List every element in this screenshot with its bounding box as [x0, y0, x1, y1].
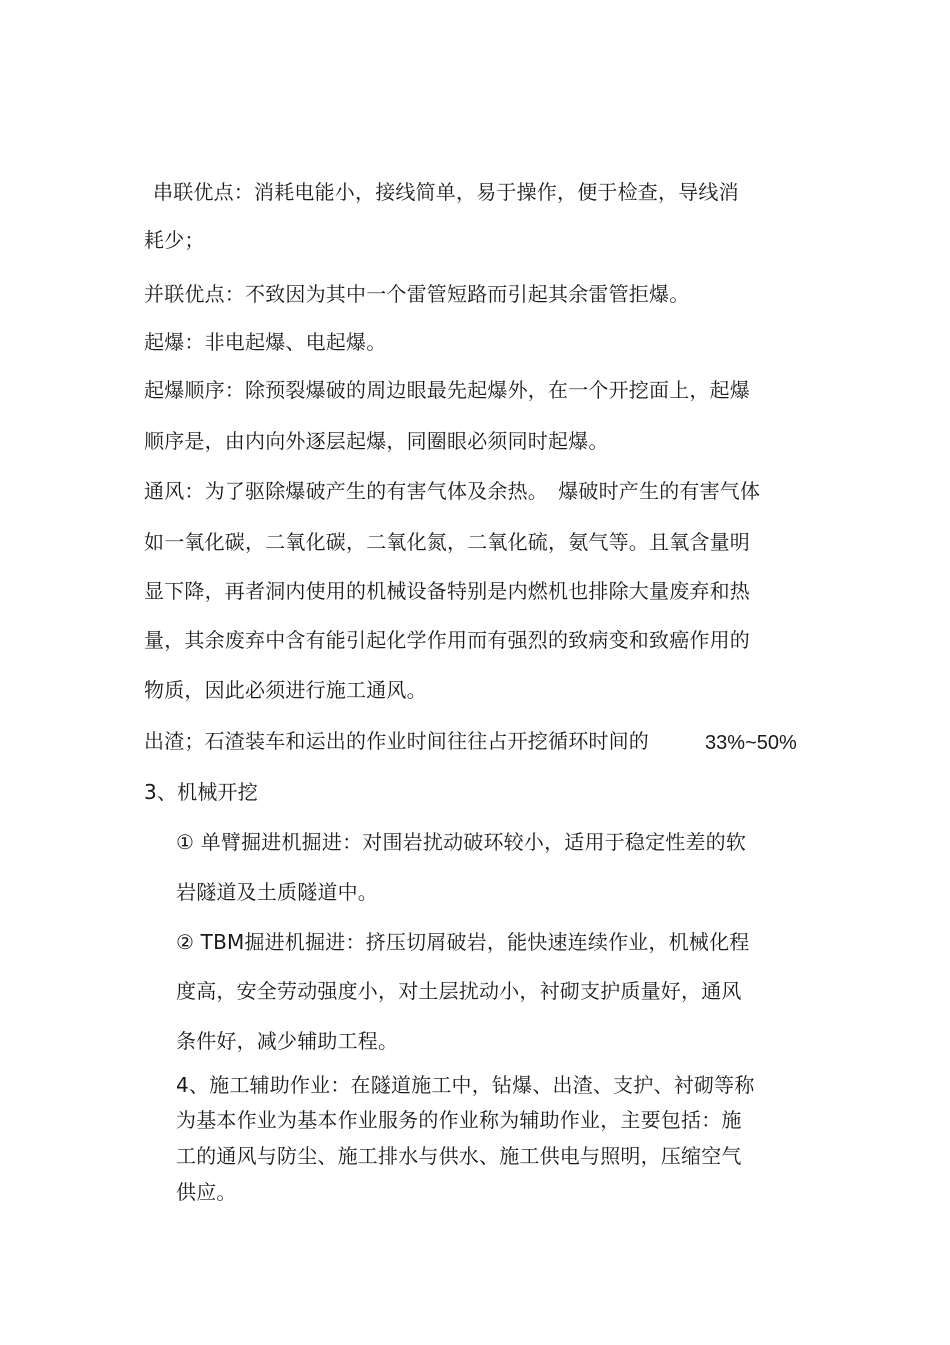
- section-4-line-4: 供应。: [176, 1180, 237, 1204]
- ventilation-line-5: 物质，因此必须进行施工通风。: [144, 678, 427, 702]
- item-1-line-2: 岩隧道及土质隧道中。: [176, 880, 378, 904]
- mucking-text: 出渣；石渣装车和运出的作业时间往往占开挖循环时间的: [144, 729, 649, 753]
- detonation-order-line-2: 顺序是，由内向外逐层起爆，同圈眼必须同时起爆。: [144, 429, 609, 453]
- parallel-advantages: 并联优点：不致因为其中一个雷管短路而引起其余雷管拒爆。: [144, 282, 690, 306]
- detonation-order-line-1: 起爆顺序：除预裂爆破的周边眼最先起爆外，在一个开挖面上，起爆: [144, 378, 750, 402]
- section-4-line-3: 工的通风与防尘、施工排水与供水、施工供电与照明，压缩空气: [176, 1144, 742, 1168]
- series-advantages-line-1: 串联优点：消耗电能小，接线简单，易于操作，便于检查，导线消: [153, 180, 739, 204]
- ventilation-line-1: 通风：为了驱除爆破产生的有害气体及余热。 爆破时产生的有害气体: [144, 479, 761, 503]
- item-2-line-1: ② TBM掘进机掘进：挤压切屑破岩，能快速连续作业，机械化程: [176, 930, 750, 954]
- section-3-heading: 3、机械开挖: [144, 780, 258, 804]
- item-2-line-3: 条件好，减少辅助工程。: [176, 1029, 399, 1053]
- section-4-line-1: 4、施工辅助作业：在隧道施工中，钻爆、出渣、支护、衬砌等称: [176, 1073, 755, 1097]
- series-advantages-line-2: 耗少；: [144, 228, 205, 252]
- ventilation-line-4: 量，其余废弃中含有能引起化学作用而有强烈的致病变和致癌作用的: [144, 628, 750, 652]
- detonation-types: 起爆：非电起爆、电起爆。: [144, 330, 387, 354]
- ventilation-line-3: 显下降，再者洞内使用的机械设备特别是内燃机也排除大量废弃和热: [144, 579, 750, 603]
- item-1-line-1: ① 单臂掘进机掘进：对围岩扰动破环较小，适用于稳定性差的软: [176, 830, 747, 854]
- section-4-line-2: 为基本作业为基本作业服务的作业称为辅助作业，主要包括：施: [176, 1108, 742, 1132]
- item-2-line-2: 度高，安全劳动强度小，对土层扰动小，衬砌支护质量好，通风: [176, 979, 742, 1003]
- mucking-percentage: 33%~50%: [705, 732, 797, 754]
- ventilation-line-2: 如一氧化碳，二氧化碳，二氧化氮，二氧化硫，氨气等。且氧含量明: [144, 530, 750, 554]
